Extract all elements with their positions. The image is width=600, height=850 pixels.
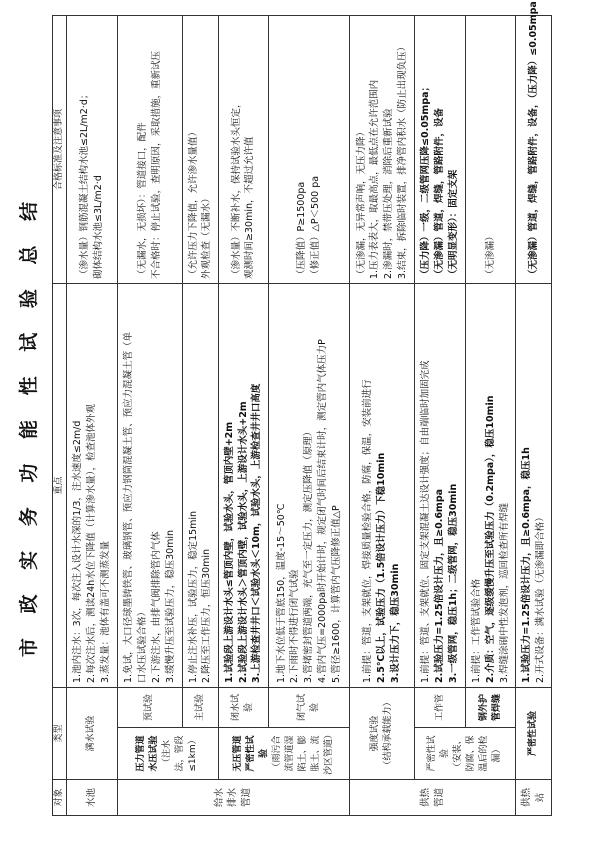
key-line: 1.试验段上游设计水头≤管顶内壁，试验水头，管顶内壁+2m [223,421,235,683]
std-line: （压降值）P≥1500pa [296,181,308,279]
key-line: 2.开式设备：满水试验（无渗漏即合格） [534,512,546,683]
std-line: （无渗漏） [484,231,496,279]
object-station: 供热站 [516,780,552,816]
row-gas-steel [465,15,516,815]
type-label: 严密性试验 [427,735,451,772]
key-station [516,283,552,687]
type-pre-test: 预试验 [117,687,183,727]
key-water-main [183,283,219,687]
page-title: 市 政 实 务 功 能 性 试 验 总 结 [18,192,40,658]
type-label: 压力管道水压试验 [135,735,160,772]
key-heat [349,283,415,687]
key-line: 1.池内注水：3次，每次注入设计水深的1/3，注水速度≤2m/d [72,420,84,683]
std-line: （无渗漏）管道，焊缝，管路附件，设备 [434,107,446,279]
header-standard: 合格标准及注意事项 [53,15,67,283]
key-line: 4.管内气压=2000pa时开始计时，规定闭气时间后结束计时，测定管内气体压力P [316,339,328,683]
header-object: 对象 [53,780,67,816]
key-line: 1.前提：管道，支架就位，焊接质量检验合格，防腐，保温，安装前进行 [362,379,374,683]
key-line: 1.停止注水补压，试验压力，稳定15min [187,510,199,683]
std-line: 3.结束，拆除临时装置，排净管内积水（防止出现负压） [396,41,408,279]
key-water-air [269,283,350,687]
key-gas-work [415,283,466,687]
key-line: 2.介质：空气，逐级缓慢升压至试验压力（0.2mpa），稳压10min [484,395,496,683]
key-line: 1.前提：管道、支架就位、固定支架混凝土达设计强度；自由端临时加固完成 [420,360,432,683]
key-line: 2.降压至工作压力，恒压30min [201,548,213,683]
key-line: 2.5℃以上，试验压力（1.5倍设计压力）下稳10min [376,452,388,683]
row-water-air [269,15,350,815]
summary-table [52,1,552,816]
type-note: （注水法，管段≤1km） [162,735,199,772]
row-water-main [183,15,219,815]
std-line: （渗水量）不断补水，保持试验水头恒定， [230,98,242,279]
type-note: （安装、防腐、保温后的检漏） [453,735,503,772]
object-water: 给水排水管道 [117,780,349,816]
row-water-pre [117,15,183,815]
type-label: 强度试验 [370,715,380,752]
std-line: （无明显变形）：固定支架 [447,169,459,279]
key-line: 3.上游检查井井口＜试验水头＜10m，试验水头，上游检查井井口高度 [251,383,263,683]
type-gas-tightness [415,728,516,780]
row-gas-work [415,15,466,815]
std-line: 1.压力表表大，取最高点，最低点在允许范围内 [369,79,381,279]
type-note: （雨污合流管道湿陷土、膨胀土、流沙区管道） [271,729,334,775]
type-work-pipe: 工作管 [415,687,466,727]
key-line: 1.试验压力=1.25倍设计压力，且≥0.6mpa，稳压1h [520,447,532,683]
std-heat [349,15,415,283]
std-line: （渗水量）钢筋混凝土结构水池≤2L/m2·d； [79,89,91,279]
std-line: （压力降）一级，二级管网压降≤0.05mpa； [420,81,432,279]
std-water-closed [218,15,269,283]
type-station: 严密性试验 [516,687,552,779]
std-line: 砌体结构水池≤3L/m2·d [92,175,104,279]
object-pool: 水池 [67,780,118,816]
key-gas-steel [465,283,516,687]
std-line: （无渗漏，无异常声响，无压力降） [355,126,367,279]
object-heat: 供热管道 [349,780,516,816]
std-water-pre [117,15,183,283]
std-line: 观测时间≥30min，不超过允许值 [244,136,256,279]
key-line: 3.缓慢升压至试验压力，稳压30min [164,529,176,683]
type-pool: 满水试验 [67,687,118,779]
key-line: 2.每次注水后，测读24h水位下降值（计算渗水量），检查池体外观 [85,404,97,683]
header-type: 类型 [53,687,67,779]
key-line: 2.试验压力=1.25倍设计压力，且≥0.6mpa [434,488,446,683]
key-line: 1.免试，大口径球墨铸铁管、玻璃钢管、预应力钢筒混凝土管、预应力混凝土管（单 [123,331,135,683]
std-line: 外观检查（无漏水） [201,193,213,279]
key-line: 3.一级管网，稳压1h；二级管网，稳压30min [447,483,459,683]
type-label: 无压管道严密性试验 [232,735,269,772]
row-water-closed [218,15,269,815]
key-line: 3.设计压力下，稳压30min [389,563,401,683]
std-pool [67,15,118,283]
type-main-test: 主试验 [183,687,219,727]
key-line: 5.管径≥1600，计算管内气压降修正值△P [330,505,342,683]
std-line: 不合格时：停止试验，查明原因，采取措施，重新试压 [150,50,162,279]
key-line: 口水压试验合格） [137,606,149,683]
key-line: 2.下游注水，由排气阀排除管内气体 [150,531,162,683]
std-gas-work [415,15,466,283]
key-line: 3.管堵密封管道两端，充气至一定压力，测定压降值（原理） [303,426,315,683]
key-water-closed [218,283,269,687]
type-closed-air: 闭气试验 [269,687,350,727]
type-note: （结构承载能力） [383,697,394,770]
key-water-pre [117,283,183,687]
header-key: 重点 [53,283,67,687]
std-line: （无渗漏）管道，焊缝，管路附件，设备，（压力降）≤0.05mpa [527,1,539,279]
std-station [516,1,552,283]
key-line: 2.下雨时不得进行闭气试验 [289,569,301,683]
key-line: 2.试验段上游设计水头＞管顶内壁，试验水头，上游设计水头+2m [237,401,249,683]
std-line: （允许压力下降值，允许渗水量值） [187,126,199,279]
header-row [53,15,67,815]
key-line: 3.焊缝涂刷中性发泡剂，巡回检查所有焊缝 [498,502,510,683]
type-heat [349,687,415,779]
row-station [516,15,552,815]
std-gas-steel [465,15,516,283]
std-line: （修正值）△P＜500 pa [309,175,321,279]
row-heat [349,15,415,815]
std-water-air [269,15,350,283]
key-pool [67,283,118,687]
type-water-pressure [117,728,218,780]
type-steel-pipe: 钢外护管焊缝 [465,687,516,727]
key-line: 3.蒸发量：池体有盖可不测蒸发量 [99,540,111,683]
std-line: （无漏水，无损坏）：管道接口，配件 [137,122,149,279]
key-line: 1.地下水位低于管底150，温度-15～50℃ [275,503,287,683]
key-line: 1.前提：工作管试验合格 [470,578,482,683]
type-closed-water: 闭水试验 [218,687,269,727]
std-line: 2.渗漏时，禁带压处理，消除后重新试验 [383,108,395,279]
std-water-main [183,15,219,283]
row-pool [67,15,118,815]
type-water-gravity [218,728,349,780]
